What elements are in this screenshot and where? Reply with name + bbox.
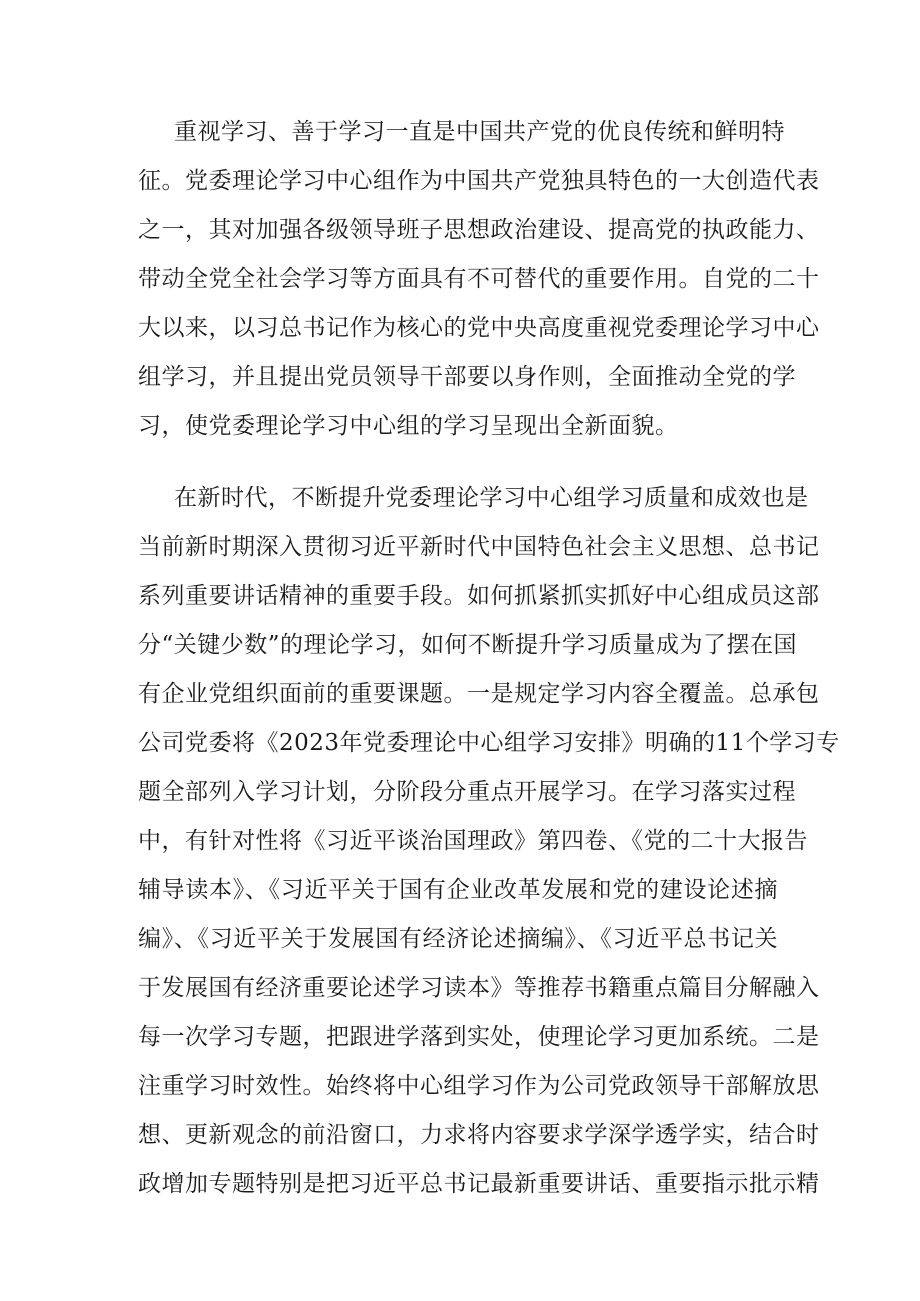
paragraph-line: 政增加专题特别是把习近平总书记最新重要讲话、重要指示批示精	[138, 1171, 820, 1197]
paragraph-line: 征。党委理论学习中心组作为中国共产党独具特色的一大创造代表	[138, 168, 820, 194]
paragraph-line: 大以来，以习总书记作为核心的党中央高度重视党委理论学习中心	[138, 315, 820, 341]
paragraph-line: 之一，其对加强各级领导班子思想政治建设、提高党的执政能力、	[138, 217, 820, 243]
paragraph-line: 重视学习、善于学习一直是中国共产党的优良传统和鲜明特	[174, 119, 785, 145]
paragraph-line: 组学习，并且提出党员领导干部要以身作则，全面推动全党的学	[138, 364, 796, 390]
paragraph-line: 公司党委将《2023年党委理论中心组学习安排》明确的11个学习专	[138, 730, 840, 756]
paragraph-line: 分“关键少数”的理论学习，如何不断提升学习质量成为了摆在国	[138, 632, 798, 658]
paragraph-line: 在新时代，不断提升党委理论学习中心组学习质量和成效也是	[174, 485, 809, 511]
paragraph-line: 编》、《习近平关于发展国有经济论述摘编》、《习近平总书记关	[138, 926, 778, 952]
document-body	[138, 108, 840, 1209]
paragraph-line: 想、更新观念的前沿窗口，力求将内容要求学深学透学实，结合时	[138, 1122, 820, 1148]
paragraph-line: 题全部列入学习计划，分阶段分重点开展学习。在学习落实过程	[138, 779, 796, 805]
paragraph-line: 习，使党委理论学习中心组的学习呈现出全新面貌。	[138, 413, 679, 439]
paragraph-line: 每一次学习专题，把跟进学落到实处，使理论学习更加系统。二是	[138, 1024, 820, 1050]
paragraph-line: 于发展国有经济重要论述学习读本》等推荐书籍重点篇目分解融入	[138, 975, 820, 1001]
paragraph-line: 辅导读本》、《习近平关于国有企业改革发展和党的建设论述摘	[138, 877, 778, 903]
paragraph-line: 系列重要讲话精神的重要手段。如何抓紧抓实抓好中心组成员这部	[138, 583, 820, 609]
paragraph-line: 注重学习时效性。始终将中心组学习作为公司党政领导干部解放思	[138, 1073, 820, 1099]
paragraph-2	[138, 474, 840, 1209]
paragraph-line: 当前新时期深入贯彻习近平新时代中国特色社会主义思想、总书记	[138, 534, 820, 560]
paragraph-line: 有企业党组织面前的重要课题。一是规定学习内容全覆盖。总承包	[138, 681, 820, 707]
paragraph-1	[138, 108, 820, 451]
paragraph-line: 中，有针对性将《习近平谈治国理政》第四卷、《党的二十大报告	[138, 828, 808, 854]
paragraph-line: 带动全党全社会学习等方面具有不可替代的重要作用。自党的二十	[138, 266, 820, 292]
